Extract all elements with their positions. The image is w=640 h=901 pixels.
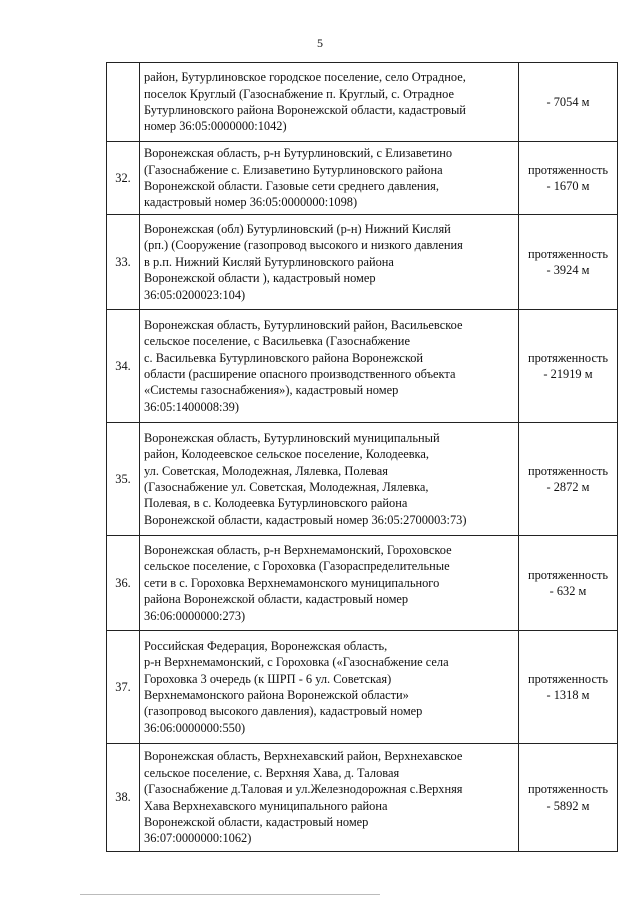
length-value: - 1670 м: [546, 179, 590, 193]
description-line: 36:06:0000000:550): [144, 720, 246, 735]
length-value: - 1318 м: [546, 688, 590, 702]
length-label: протяженность: [527, 671, 609, 686]
description-line: Воронежская область, р-н Верхнемамонский, Гороховское: [144, 542, 452, 557]
length-label: протяженность: [527, 350, 609, 365]
description-line: 36:05:0200023:104): [144, 287, 246, 302]
description-line: 36:06:0000000:273): [144, 608, 246, 623]
description-line: кадастровый номер 36:05:0000000:1098): [144, 195, 358, 210]
length-label: протяженность: [527, 162, 609, 177]
object-length: [519, 142, 618, 215]
description-line: Бутурлиновского района Воронежской области, кадастровый: [144, 103, 466, 117]
length-label: протяженность: [527, 782, 609, 797]
description-line: район, Бутурлиновское городское поселение, село Отрадное,: [144, 70, 466, 85]
object-length: [519, 536, 618, 631]
table-row: [107, 310, 618, 423]
length-label: протяженность: [527, 246, 609, 261]
description-line: Верхнемамонского района Воронежской области»: [144, 688, 409, 702]
description-line: Российская Федерация, Воронежская область,: [144, 638, 388, 653]
row-number: 34.: [107, 310, 140, 423]
length-value: - 5892 м: [546, 798, 590, 813]
row-number: 33.: [107, 215, 140, 310]
description-line: (Газоснабжение ул. Советская, Молодежная, Лялевка,: [144, 480, 429, 494]
length-value: - 632 м: [549, 584, 587, 598]
row-number: 35.: [107, 423, 140, 536]
description-line: Воронежской области, кадастровый номер: [144, 814, 369, 829]
object-length: [519, 423, 618, 536]
description-line: сельское поселение, с. Верхняя Хава, д. Таловая: [144, 765, 400, 780]
description-line: Хава Верхнехавского муниципального района: [144, 798, 388, 813]
description-line: Воронежской области. Газовые сети среднего давления,: [144, 179, 439, 193]
description-line: Воронежской области, кадастровый номер 36:05:2700003:73): [144, 512, 467, 527]
object-length: [519, 631, 618, 744]
description-line: (Газоснабжение с. Елизаветино Бутурлиновского района: [144, 162, 443, 177]
table-row: [107, 142, 618, 215]
description-line: ул. Советская, Молодежная, Лялевка, Полевая: [144, 463, 388, 478]
object-length: [519, 744, 618, 852]
object-description: [140, 142, 519, 215]
description-line: (Газоснабжение д.Таловая и ул.Железнодорожная с.Верхняя: [144, 782, 463, 797]
description-line: области (расширение опасного производственного объекта: [144, 367, 456, 381]
gas-network-register-table: [106, 62, 618, 852]
table-row: [107, 215, 618, 310]
description-line: Воронежская (обл) Бутурлиновский (р-н) Нижний Кисляй: [144, 221, 451, 236]
length-value: - 3924 м: [546, 263, 590, 277]
description-line: (газопровод высокого давления), кадастровый номер: [144, 704, 423, 719]
description-line: в р.п. Нижний Кисляй Бутурлиновского района: [144, 254, 394, 269]
scan-bottom-edge: [80, 894, 380, 895]
description-line: (рп.) (Сооружение (газопровод высокого и низкого давления: [144, 238, 463, 253]
description-line: Воронежская область, Бутурлиновский район, Васильевское: [144, 317, 463, 332]
table-row: [107, 744, 618, 852]
description-line: района Воронежской области, кадастровый номер: [144, 592, 409, 607]
length-value: - 7054 м: [546, 94, 590, 109]
description-line: Воронежская область, Бутурлиновский муниципальный: [144, 430, 440, 445]
object-description: [140, 63, 519, 142]
row-number: 38.: [107, 744, 140, 852]
row-number: 36.: [107, 536, 140, 631]
description-line: р-н Верхнемамонский, с Гороховка («Газоснабжение села: [144, 655, 449, 670]
length-label: протяженность: [527, 567, 609, 582]
object-length: [519, 310, 618, 423]
description-line: сельское поселение, с Васильевка (Газоснабжение: [144, 334, 410, 349]
object-description: [140, 536, 519, 631]
description-line: номер 36:05:0000000:1042): [144, 119, 287, 134]
description-line: поселок Круглый (Газоснабжение п. Круглый, с. Отрадное: [144, 86, 454, 101]
description-line: сельское поселение, с Гороховка (Газораспределительные: [144, 559, 450, 574]
description-line: район, Колодеевское сельское поселение, Колодеевка,: [144, 447, 429, 462]
description-line: Гороховка 3 очередь (к ШРП - 6 ул. Советская): [144, 671, 392, 686]
row-number: [107, 63, 140, 142]
object-description: [140, 215, 519, 310]
description-line: Воронежская область, р-н Бутурлиновский, с Елизаветино: [144, 146, 453, 161]
object-description: [140, 423, 519, 536]
description-line: с. Васильевка Бутурлиновского района Воронежской: [144, 350, 424, 365]
object-description: [140, 310, 519, 423]
description-line: 36:05:1400008:39): [144, 399, 239, 414]
description-line: сети в с. Гороховка Верхнемамонского муниципального: [144, 575, 440, 590]
description-line: Полевая, в с. Колодеевка Бутурлиновского района: [144, 496, 408, 511]
description-line: «Системы газоснабжения»), кадастровый номер: [144, 383, 399, 398]
description-line: 36:07:0000000:1062): [144, 831, 252, 846]
table-row: [107, 631, 618, 744]
row-number: 32.: [107, 142, 140, 215]
table-row: [107, 423, 618, 536]
row-number: 37.: [107, 631, 140, 744]
page-number: 5: [317, 36, 323, 50]
description-line: Воронежской области ), кадастровый номер: [144, 271, 376, 286]
length-value: - 2872 м: [546, 480, 590, 494]
length-value: - 21919 м: [543, 367, 593, 381]
table-row: [107, 63, 618, 142]
table-row: [107, 536, 618, 631]
object-length: [519, 63, 618, 142]
object-description: [140, 631, 519, 744]
length-label: протяженность: [527, 463, 609, 478]
object-length: [519, 215, 618, 310]
description-line: Воронежская область, Верхнехавский район, Верхнехавское: [144, 749, 463, 764]
object-description: [140, 744, 519, 852]
